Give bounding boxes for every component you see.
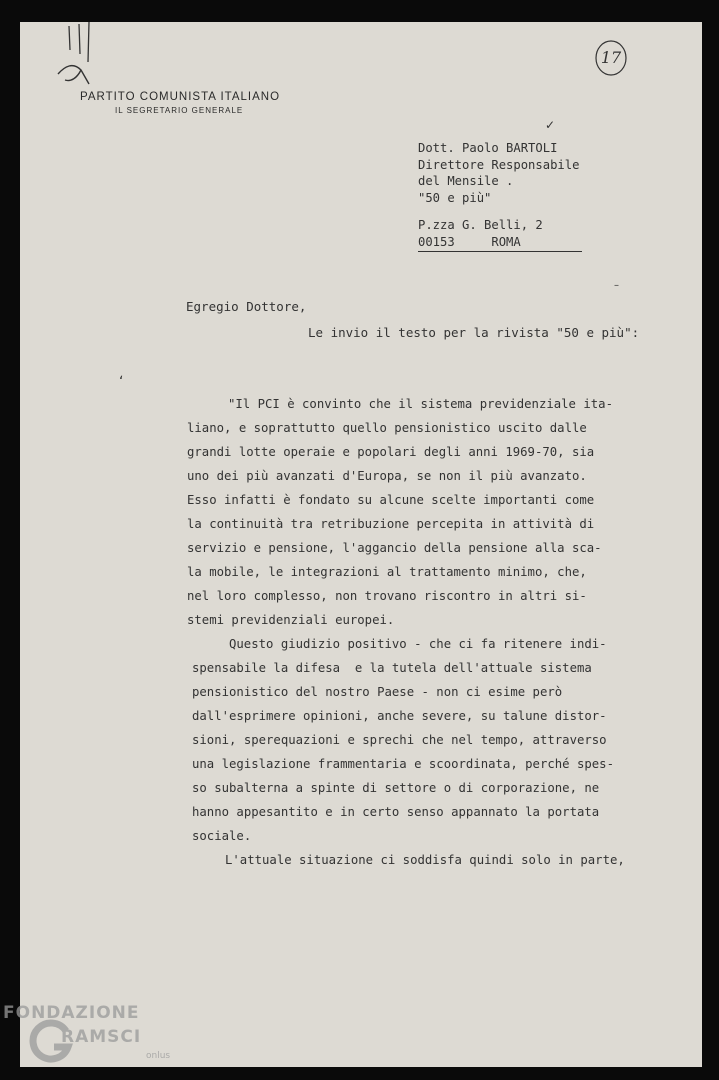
body-line: so subalterna a spinte di settore o di corporazione, ne	[192, 781, 600, 795]
intro-line: Le invio il testo per la rivista "50 e più":	[308, 325, 640, 340]
body-line: uno dei più avanzati d'Europa, se non il più avanzato.	[187, 469, 587, 483]
archive-watermark	[3, 1003, 171, 1061]
letter-page	[20, 22, 702, 1067]
recipient-street: P.zza G. Belli, 2	[418, 218, 543, 232]
watermark-line1: FONDAZIONE	[3, 1003, 140, 1023]
recipient-address	[418, 140, 582, 252]
body-line: servizio e pensione, l'aggancio della pensione alla sca-	[187, 541, 602, 555]
body-line: Esso infatti è fondato su alcune scelte importanti come	[187, 493, 595, 507]
recipient-line: Direttore Responsabile	[418, 157, 580, 172]
body-line: una legislazione frammentaria e scoordinata, perché spes-	[192, 757, 614, 771]
body-line: sociale.	[192, 829, 252, 843]
recipient-line: del Mensile .	[418, 174, 514, 188]
watermark-suffix: onlus	[146, 1051, 171, 1061]
page-number-mark	[594, 39, 628, 77]
body-line: pensionistico del nostro Paese - non ci esime però	[192, 685, 563, 699]
body-line: hanno appesantito e in certo senso appannato la portata	[192, 805, 600, 819]
pen-tick-icon: ✓	[545, 118, 556, 132]
body-line: la mobile, le integrazioni al trattamento minimo, che,	[187, 565, 587, 579]
recipient-line: "50 e più"	[418, 190, 492, 205]
letterhead	[80, 91, 280, 115]
body-line: "Il PCI è convinto che il sistema previdenziale ita-	[228, 397, 613, 411]
recipient-city-line	[418, 234, 582, 253]
salutation: Egregio Dottore,	[186, 299, 307, 314]
body-line: nel loro complesso, non trovano riscontro in altri si-	[187, 589, 587, 603]
body-line: grandi lotte operaie e popolari degli anni 1969-70, sia	[187, 445, 595, 459]
body-line: Questo giudizio positivo - che ci fa ritenere indi-	[229, 637, 607, 651]
page-number: 17	[600, 48, 622, 67]
party-name: PARTITO COMUNISTA ITALIANO	[80, 91, 281, 103]
body-line: liano, e soprattutto quello pensionistico uscito dalle	[187, 421, 587, 435]
body-line: la continuità tra retribuzione percepita in attività di	[187, 517, 595, 531]
margin-mark-icon: ʻ	[119, 374, 124, 390]
recipient-postcode: 00153	[418, 234, 455, 249]
secretary-title: IL SEGRETARIO GENERALE	[115, 106, 244, 115]
body-line: L'attuale situazione ci soddisfa quindi solo in parte,	[225, 853, 625, 867]
pen-dash-icon: –	[614, 280, 619, 291]
recipient-city: ROMA	[491, 234, 521, 249]
body-line: stemi previdenziali europei.	[187, 613, 395, 627]
body-line: spensabile la difesa e la tutela dell'attuale sistema	[192, 661, 592, 675]
body-line: sioni, sperequazioni e sprechi che nel tempo, attraverso	[192, 733, 607, 747]
recipient-line: Dott. Paolo BARTOLI	[418, 141, 558, 155]
body-line: dall'esprimere opinioni, anche severe, su talune distor-	[192, 709, 607, 723]
handwritten-mark-icon	[53, 22, 103, 92]
watermark-line2: RAMSCI	[61, 1027, 142, 1047]
